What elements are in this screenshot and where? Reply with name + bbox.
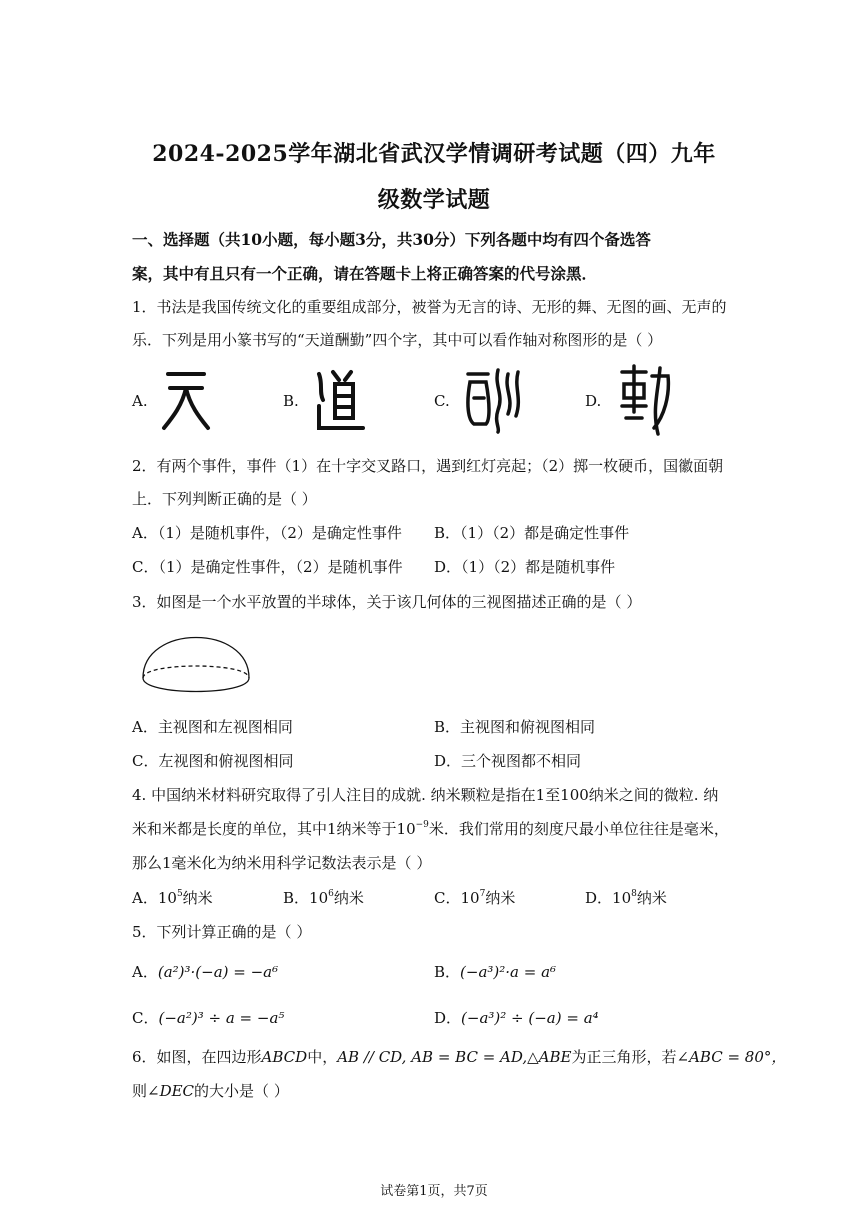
q5-option-c-label: C． [132,1009,159,1027]
q4-option-a [132,887,213,908]
q4-option-a-exp: 5 [176,889,183,899]
q6-conditions: AB // CD, AB = BC = AD, [337,1048,528,1066]
q4-option-d-base: 10 [612,889,632,907]
q6-text-part6: 为正三角形，若 [571,1048,677,1066]
q4-option-c-base: 10 [460,889,480,907]
seal-char-tian-icon [160,366,212,436]
seal-char-qin-icon [618,362,674,438]
q6-text-line2-end: 的大小是（ ） [194,1082,289,1100]
q1-text-line2: 乐．下列是用小篆书写的“天道酬勤”四个字，其中可以看作轴对称图形的是（ ） [132,331,663,349]
q5-option-d-label: D． [434,1009,462,1027]
hemisphere-figure [138,630,254,700]
exam-title-line1: 2024-2025学年湖北省武汉学情调研考试题（四）九年 [152,141,716,167]
q6-triangle: △ABE [527,1048,572,1066]
q3-option-d: D．三个视图都不相同 [434,752,582,770]
q4-option-a-label: A． [132,889,158,907]
q5-option-a [132,961,278,982]
q6-text-line2 [132,1080,289,1101]
q1-option-b-label: B. [283,392,299,410]
q5-option-c-expr: (−a²)³ ÷ a = −a⁵ [158,1009,285,1027]
q4-option-c [434,887,515,908]
q4-text-line1: 4. 中国纳米材料研究取得了引人注目的成就. 纳米颗粒是指在1至100纳米之间的微粒. 纳 [132,786,719,804]
q4-text-line2-end: 米．我们常用的刻度尺最小单位往往是毫米， [428,820,729,838]
q5-option-d [434,1007,599,1028]
q4-text-line2-start: 米和米都是长度的单位，其中1纳米等于10 [132,820,416,838]
q2-text-line1: 2．有两个事件，事件（1）在十字交叉路口，遇到红灯亮起；（2）掷一枚硬币，国徽面朝 [132,457,724,475]
q6-text-line2-start: 则 [132,1082,148,1100]
q4-option-d-unit: 纳米 [636,889,667,907]
q4-option-c-label: C． [434,889,461,907]
q4-option-b-base: 10 [309,889,329,907]
q5-option-c [132,1007,284,1028]
q5-text-line1: 5．下列计算正确的是（ ） [132,923,312,941]
q1-option-d-label: D. [585,392,602,410]
q2-option-d: D．（1）（2）都是随机事件 [434,558,616,576]
q5-option-b [434,961,556,982]
q6-text-part3: 中， [307,1048,338,1066]
q1-option-a-label: A. [132,392,148,410]
q5-option-a-label: A． [132,963,158,981]
q4-option-a-unit: 纳米 [182,889,213,907]
q4-option-d-label: D． [585,889,613,907]
q5-option-b-expr: (−a³)²·a = a⁶ [460,963,557,981]
q2-text-line2: 上．下列判断正确的是（ ） [132,490,317,508]
q4-option-c-unit: 纳米 [485,889,516,907]
q6-text-line1 [132,1046,786,1067]
q4-option-b-unit: 纳米 [333,889,364,907]
q4-option-b [283,887,364,908]
page-footer: 试卷第1页，共7页 [380,1184,488,1199]
q5-option-d-expr: (−a³)² ÷ (−a) = a⁴ [461,1009,599,1027]
q4-exponent: −9 [415,820,429,830]
q3-option-c: C．左视图和俯视图相同 [132,752,294,770]
q3-option-a: A．主视图和左视图相同 [132,718,293,736]
q3-option-b: B．主视图和俯视图相同 [434,718,596,736]
q4-option-c-exp: 7 [479,889,486,899]
q4-option-a-base: 10 [157,889,177,907]
q4-option-d-exp: 8 [631,889,637,899]
q5-option-b-label: B． [434,963,461,981]
q4-text-line3: 那么1毫米化为纳米用科学记数法表示是（ ） [132,854,432,872]
section-heading-line2: 案，其中有且只有一个正确，请在答题卡上将正确答案的代号涂黑． [132,264,598,283]
q4-option-d [585,887,667,908]
q6-angle-dec: ∠DEC [147,1082,195,1100]
q2-option-a: A．（1）是随机事件，（2）是确定性事件 [132,524,402,542]
seal-char-chou-icon [464,364,522,436]
q6-text-part1: 6．如图，在四边形 [132,1048,262,1066]
section-heading-line1: 一、选择题（共10小题，每小题3分，共30分）下列各题中均有四个备选答 [132,230,651,249]
q1-option-c-label: C. [434,392,450,410]
q2-option-c: C．（1）是确定性事件，（2）是随机事件 [132,558,403,576]
q6-quad-name: ABCD [261,1048,308,1066]
q4-text-line2 [132,818,729,839]
q4-option-b-label: B． [283,889,310,907]
q4-option-b-exp: 6 [328,889,334,899]
exam-title-line2: 级数学试题 [377,187,491,213]
seal-char-dao-icon [313,366,369,436]
q5-option-a-expr: (a²)³·(−a) = −a⁶ [157,963,279,981]
q2-option-b: B．（1）（2）都是确定性事件 [434,524,630,542]
q3-text-line1: 3．如图是一个水平放置的半球体，关于该几何体的三视图描述正确的是（ ） [132,593,642,611]
q6-angle-abc: ∠ABC = 80°， [676,1048,787,1066]
q1-text-line1: 1．书法是我国传统文化的重要组成部分，被誉为无言的诗、无形的舞、无图的画、无声的 [132,298,727,316]
